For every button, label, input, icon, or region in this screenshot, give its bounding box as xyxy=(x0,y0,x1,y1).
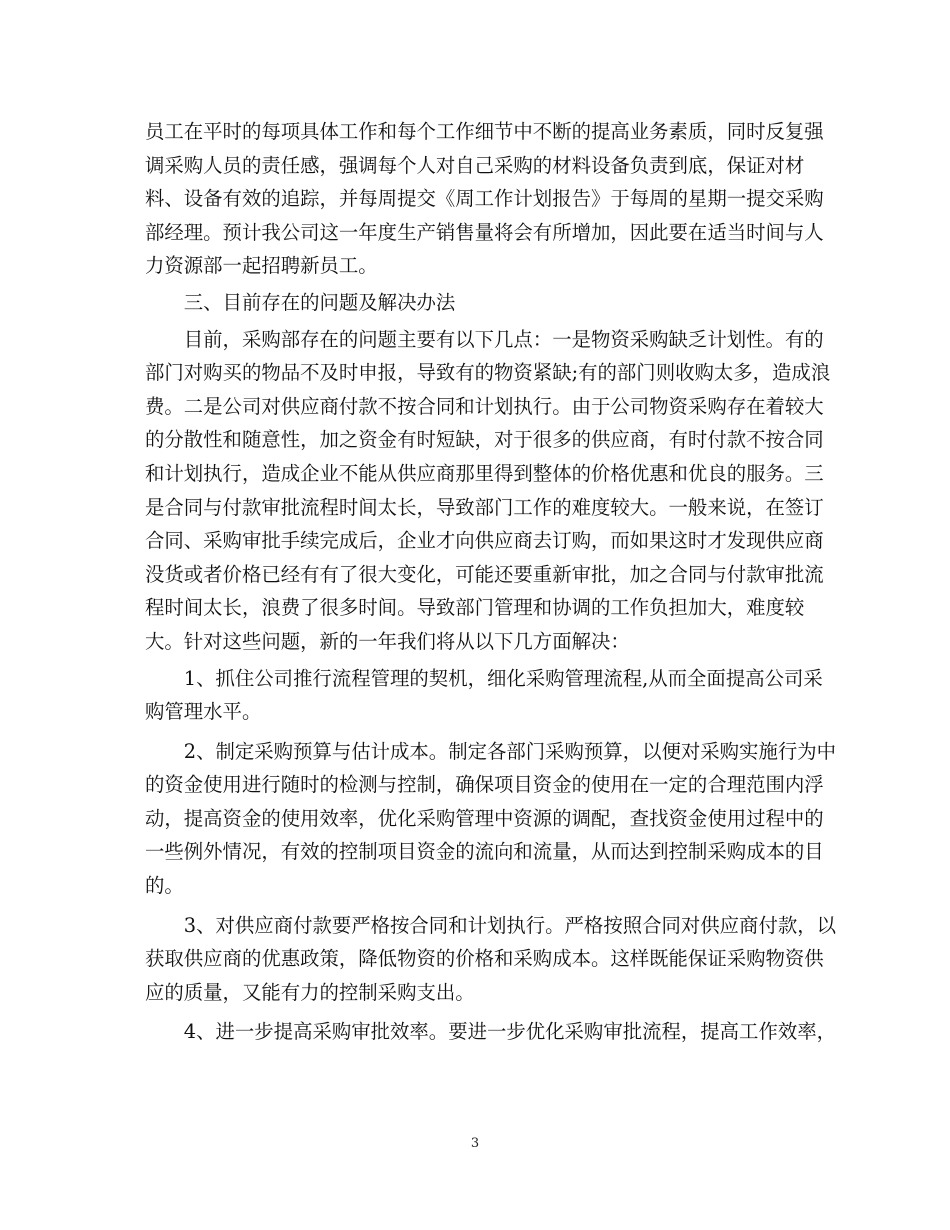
document-body xyxy=(145,115,837,1049)
text-line: 没货或者价格已经有有了很大变化，可能还要重新审批，加之合同与付款审批流 xyxy=(145,562,824,586)
text-line: 4、进一步提高采购审批效率。要进一步优化采购审批流程，提高工作效率， xyxy=(145,1020,837,1044)
list-item-1 xyxy=(145,662,823,729)
text-line: 是合同与付款审批流程时间太长，导致部门工作的难度较大。一般来说，在签订 xyxy=(145,495,824,519)
section-heading xyxy=(145,286,807,320)
text-line: 3、对供应商付款要严格按合同和计划执行。严格按照合同对供应商付款，以 xyxy=(145,913,837,937)
text-line: 2、制定采购预算与估计成本。制定各部门采购预算，以便对采购实施行为中 xyxy=(145,739,837,763)
text-line: 员工在平时的每项具体工作和每个工作细节中不断的提高业务素质，同时反复强 xyxy=(145,120,824,143)
text-line: 费。二是公司对供应商付款不按合同和计划执行。由于公司物资采购存在着较大 xyxy=(145,394,824,418)
text-line: 的。 xyxy=(145,874,184,898)
list-item-4 xyxy=(145,1015,837,1049)
text-line: 购管理水平。 xyxy=(145,700,262,724)
text-line: 的资金使用进行随时的检测与控制，确保项目资金的使用在一定的合理范围内浮 xyxy=(145,773,824,797)
text-line: 获取供应商的优惠政策，降低物资的价格和采购成本。这样既能保证采购物资供 xyxy=(145,947,824,971)
list-item-3 xyxy=(145,909,837,1010)
text-line: 的分散性和随意性，加之资金有时短缺，对于很多的供应商，有时付款不按合同 xyxy=(145,428,824,452)
text-line: 料、设备有效的追踪，并每周提交《周工作计划报告》于每周的星期一提交采购 xyxy=(145,187,824,211)
paragraph-3 xyxy=(145,323,831,659)
text-line: 大。针对这些问题，新的一年我们将从以下几方面解决： xyxy=(145,629,630,653)
section-heading-text: 三、目前存在的问题及解决办法 xyxy=(145,290,456,314)
text-line: 应的质量，又能有力的控制采购支出。 xyxy=(145,980,475,1004)
paragraph-1 xyxy=(145,115,824,283)
text-line: 部经理。预计我公司这一年度生产销售量将会有所增加，因此要在适当时间与人 xyxy=(145,220,824,244)
text-line: 合同、采购审批手续完成后，企业才向供应商去订购，而如果这时才发现供应商 xyxy=(145,529,824,553)
text-line: 力资源部一起招聘新员工。 xyxy=(145,254,378,278)
page-number: 3 xyxy=(470,1136,480,1151)
text-line: 一些例外情况，有效的控制项目资金的流向和流量，从而达到控制采购成本的目 xyxy=(145,840,824,864)
text-line: 目前，采购部存在的问题主要有以下几点：一是物资采购缺乏计划性。有的 xyxy=(145,327,824,351)
text-line: 1、抓住公司推行流程管理的契机，细化采购管理流程,从而全面提高公司采 xyxy=(145,666,823,690)
text-line: 调采购人员的责任感，强调每个人对自己采购的材料设备负责到底，保证对材 xyxy=(145,153,805,177)
text-line: 程时间太长，浪费了很多时间。导致部门管理和协调的工作负担加大，难度较 xyxy=(145,596,805,620)
text-line: 部门对购买的物品不及时申报，导致有的物资紧缺;有的部门则收购太多，造成浪 xyxy=(145,361,831,385)
text-line: 动，提高资金的使用效率，优化采购管理中资源的调配，查找资金使用过程中的 xyxy=(145,806,824,830)
text-line: 和计划执行，造成企业不能从供应商那里得到整体的价格优惠和优良的服务。三 xyxy=(145,461,824,485)
list-item-2 xyxy=(145,735,837,903)
